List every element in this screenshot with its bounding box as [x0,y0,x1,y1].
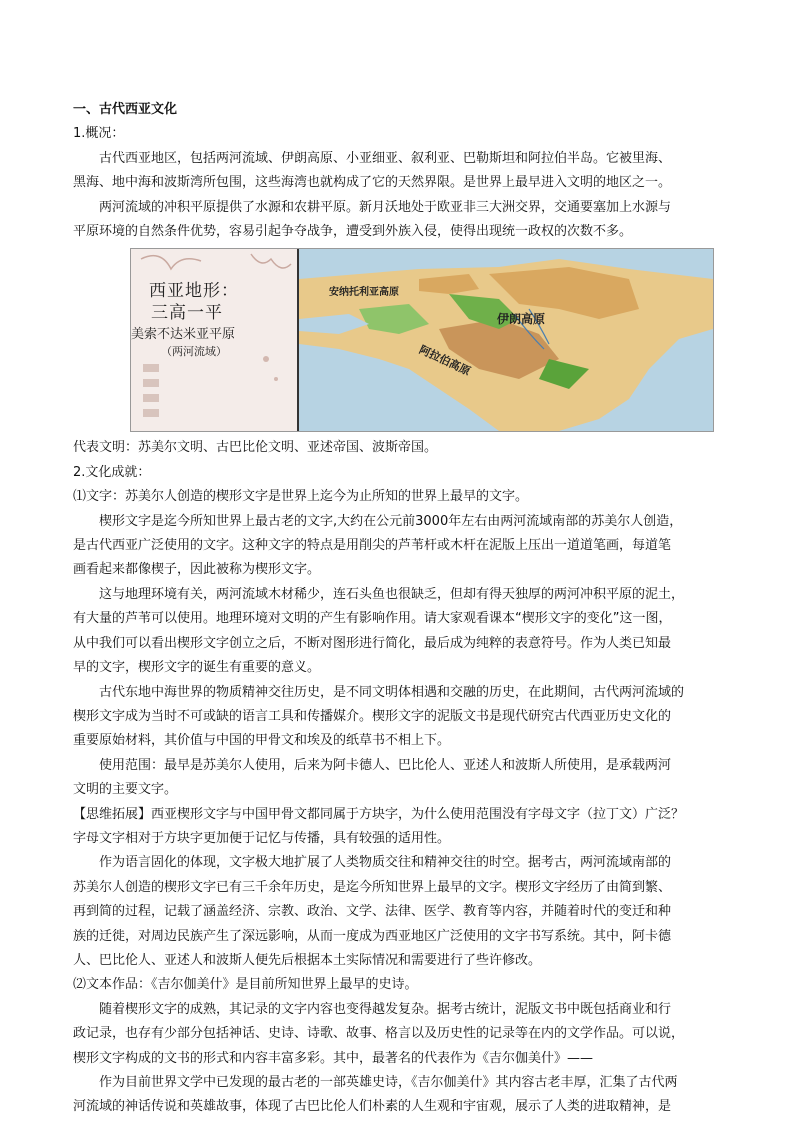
map-label-anatolia: 安纳托利亚高原 [329,287,399,299]
west-asia-terrain-map [130,248,714,432]
text-line: 再到简的过程，记载了涵盖经济、宗教、政治、文学、法律、医学、教育等内容，并随着时代的变迁和种 [73,904,672,920]
map-title-panel [131,249,299,431]
text-line: 画看起来都像楔子，因此被称为楔形文字。 [73,562,321,578]
map-label-iran: 伊朗高原 [497,312,546,327]
text-line: 黑海、地中海和波斯湾所包围，这些海湾也就构成了它的天然界限。是世界上最早进入文明的地区之一。 [73,175,672,191]
text-line: 两河流域的冲积平原提供了水源和农耕平原。新月沃地处于欧亚非三大洲交界，交通要塞加上水源与 [99,199,672,215]
text-line: 字母文字相对于方块字更加便于记忆与传播，具有较强的适用性。 [73,830,451,846]
text-line: 早的文字，楔形文字的诞生有重要的意义。 [73,660,321,676]
text-line: 平原环境的自然条件优势，容易引起争夺战争，遭受到外族入侵，使得出现统一政权的次数不多。 [73,224,633,240]
map-title: 西亚地形： [149,281,239,302]
text-line: ⑴文字：苏美尔人创造的楔形文字是世界上迄今为止所知的世界上最早的文字。 [73,489,529,505]
map-subtitle: 三高一平 [151,303,223,324]
text-line: 作为语言固化的体现，文字极大地扩展了人类物质交往和精神交往的时空。据考古，两河流域南部的 [99,855,672,871]
map-caption-plain: 美索不达米亚平原 [131,327,236,343]
text-line: 楔形文字成为当时不可或缺的语言工具和传播媒介。楔形文字的泥版文书是现代研究古代西亚历史文化的 [73,708,672,724]
text-line: 人、巴比伦人、亚述人和波斯人便先后根据本土实际情况和需要进行了些许修改。 [73,952,542,968]
text-line: 苏美尔人创造的楔形文字已有三千余年历史，是迄今所知世界上最早的文字。楔形文字经历了由简到繁、 [73,879,672,895]
text-line: 1.概况： [73,126,125,142]
text-line: 文明的主要文字。 [73,782,178,798]
text-line: 政记录，也存有少部分包括神话、史诗、诗歌、故事、格言以及历史性的记录等在内的文学作品。可以说， [73,1026,685,1042]
text-line: 【思维拓展】西亚楔形文字与中国甲骨文都同属于方块字，为什么使用范围没有字母文字（拉丁文）广泛？ [73,806,685,822]
text-line: 河流域的神话传说和英雄故事，体现了古巴比伦人们朴素的人生观和宇宙观，展示了人类的进取精神，是 [73,1099,672,1115]
text-line: ⑵文本作品：《吉尔伽美什》是目前所知世界上最早的史诗。 [73,977,418,993]
text-line: 古代西亚地区，包括两河流域、伊朗高原、小亚细亚、叙利亚、巴勒斯坦和阿拉伯半岛。它被里海、 [99,150,672,166]
text-line: 重要原始材料，其价值与中国的甲骨文和埃及的纸草书不相上下。 [73,733,451,749]
culture-section [73,436,723,1119]
text-line: 代表文明：苏美尔文明、古巴比伦文明、亚述帝国、波斯帝国。 [73,440,438,456]
text-line: 古代东地中海世界的物质精神交往历史，是不同文明体相遇和交融的历史，在此期间，古代两河流域的 [99,684,685,700]
text-line: 2.文化成就： [73,464,151,480]
map-panel [299,249,713,431]
text-line: 使用范围：最早是苏美尔人使用，后来为阿卡德人、巴比伦人、亚述人和波斯人所使用，是承载两河 [99,757,672,773]
text-line: 这与地理环境有关，两河流域木材稀少，连石头鱼也很缺乏，但却有得天独厚的两河冲积平原的泥土， [99,586,685,602]
text-line: 作为目前世界文学中已发现的最古老的一部英雄史诗，《吉尔伽美什》其内容古老丰厚，汇集了古代两 [99,1075,678,1090]
map-caption-rivers: （两河流域） [161,345,227,359]
text-line: 族的迁徙，对周边民族产生了深远影响，从而一度成为西亚地区广泛使用的文字书写系统。其中，阿卡德 [73,928,672,944]
text-line: 有大量的芦苇可以使用。地理环境对文明的产生有影响作用。请大家观看课本“楔形文字的变化”这一图， [73,611,672,627]
text-line: 从中我们可以看出楔形文字创立之后，不断对图形进行简化，最后成为纯粹的表意符号。作为人类已知最 [73,635,672,651]
map-label-arabia: 阿拉伯高原 [417,343,473,379]
text-line: 是古代西亚广泛使用的文字。这种文字的特点是用削尖的芦苇杆或木杆在泥版上压出一道道笔画，每道笔 [73,538,672,554]
text-line: 楔形文字是迄今所知世界上最古老的文字,大约在公元前3000年左右由两河流域南部的苏美尔人创造， [99,513,683,529]
text-line: 随着楔形文字的成熟，其记录的文字内容也变得越发复杂。据考古统计，泥版文书中既包括商业和行 [99,1001,672,1017]
text-line: 楔形文字构成的文书的形式和内容丰富多彩。其中，最著名的代表作为《吉尔伽美什》—— [73,1050,594,1066]
section-heading: 一、古代西亚文化 [73,102,178,117]
intro-section [73,98,723,244]
document-body [73,98,723,1120]
terrain-map-image [299,249,713,431]
